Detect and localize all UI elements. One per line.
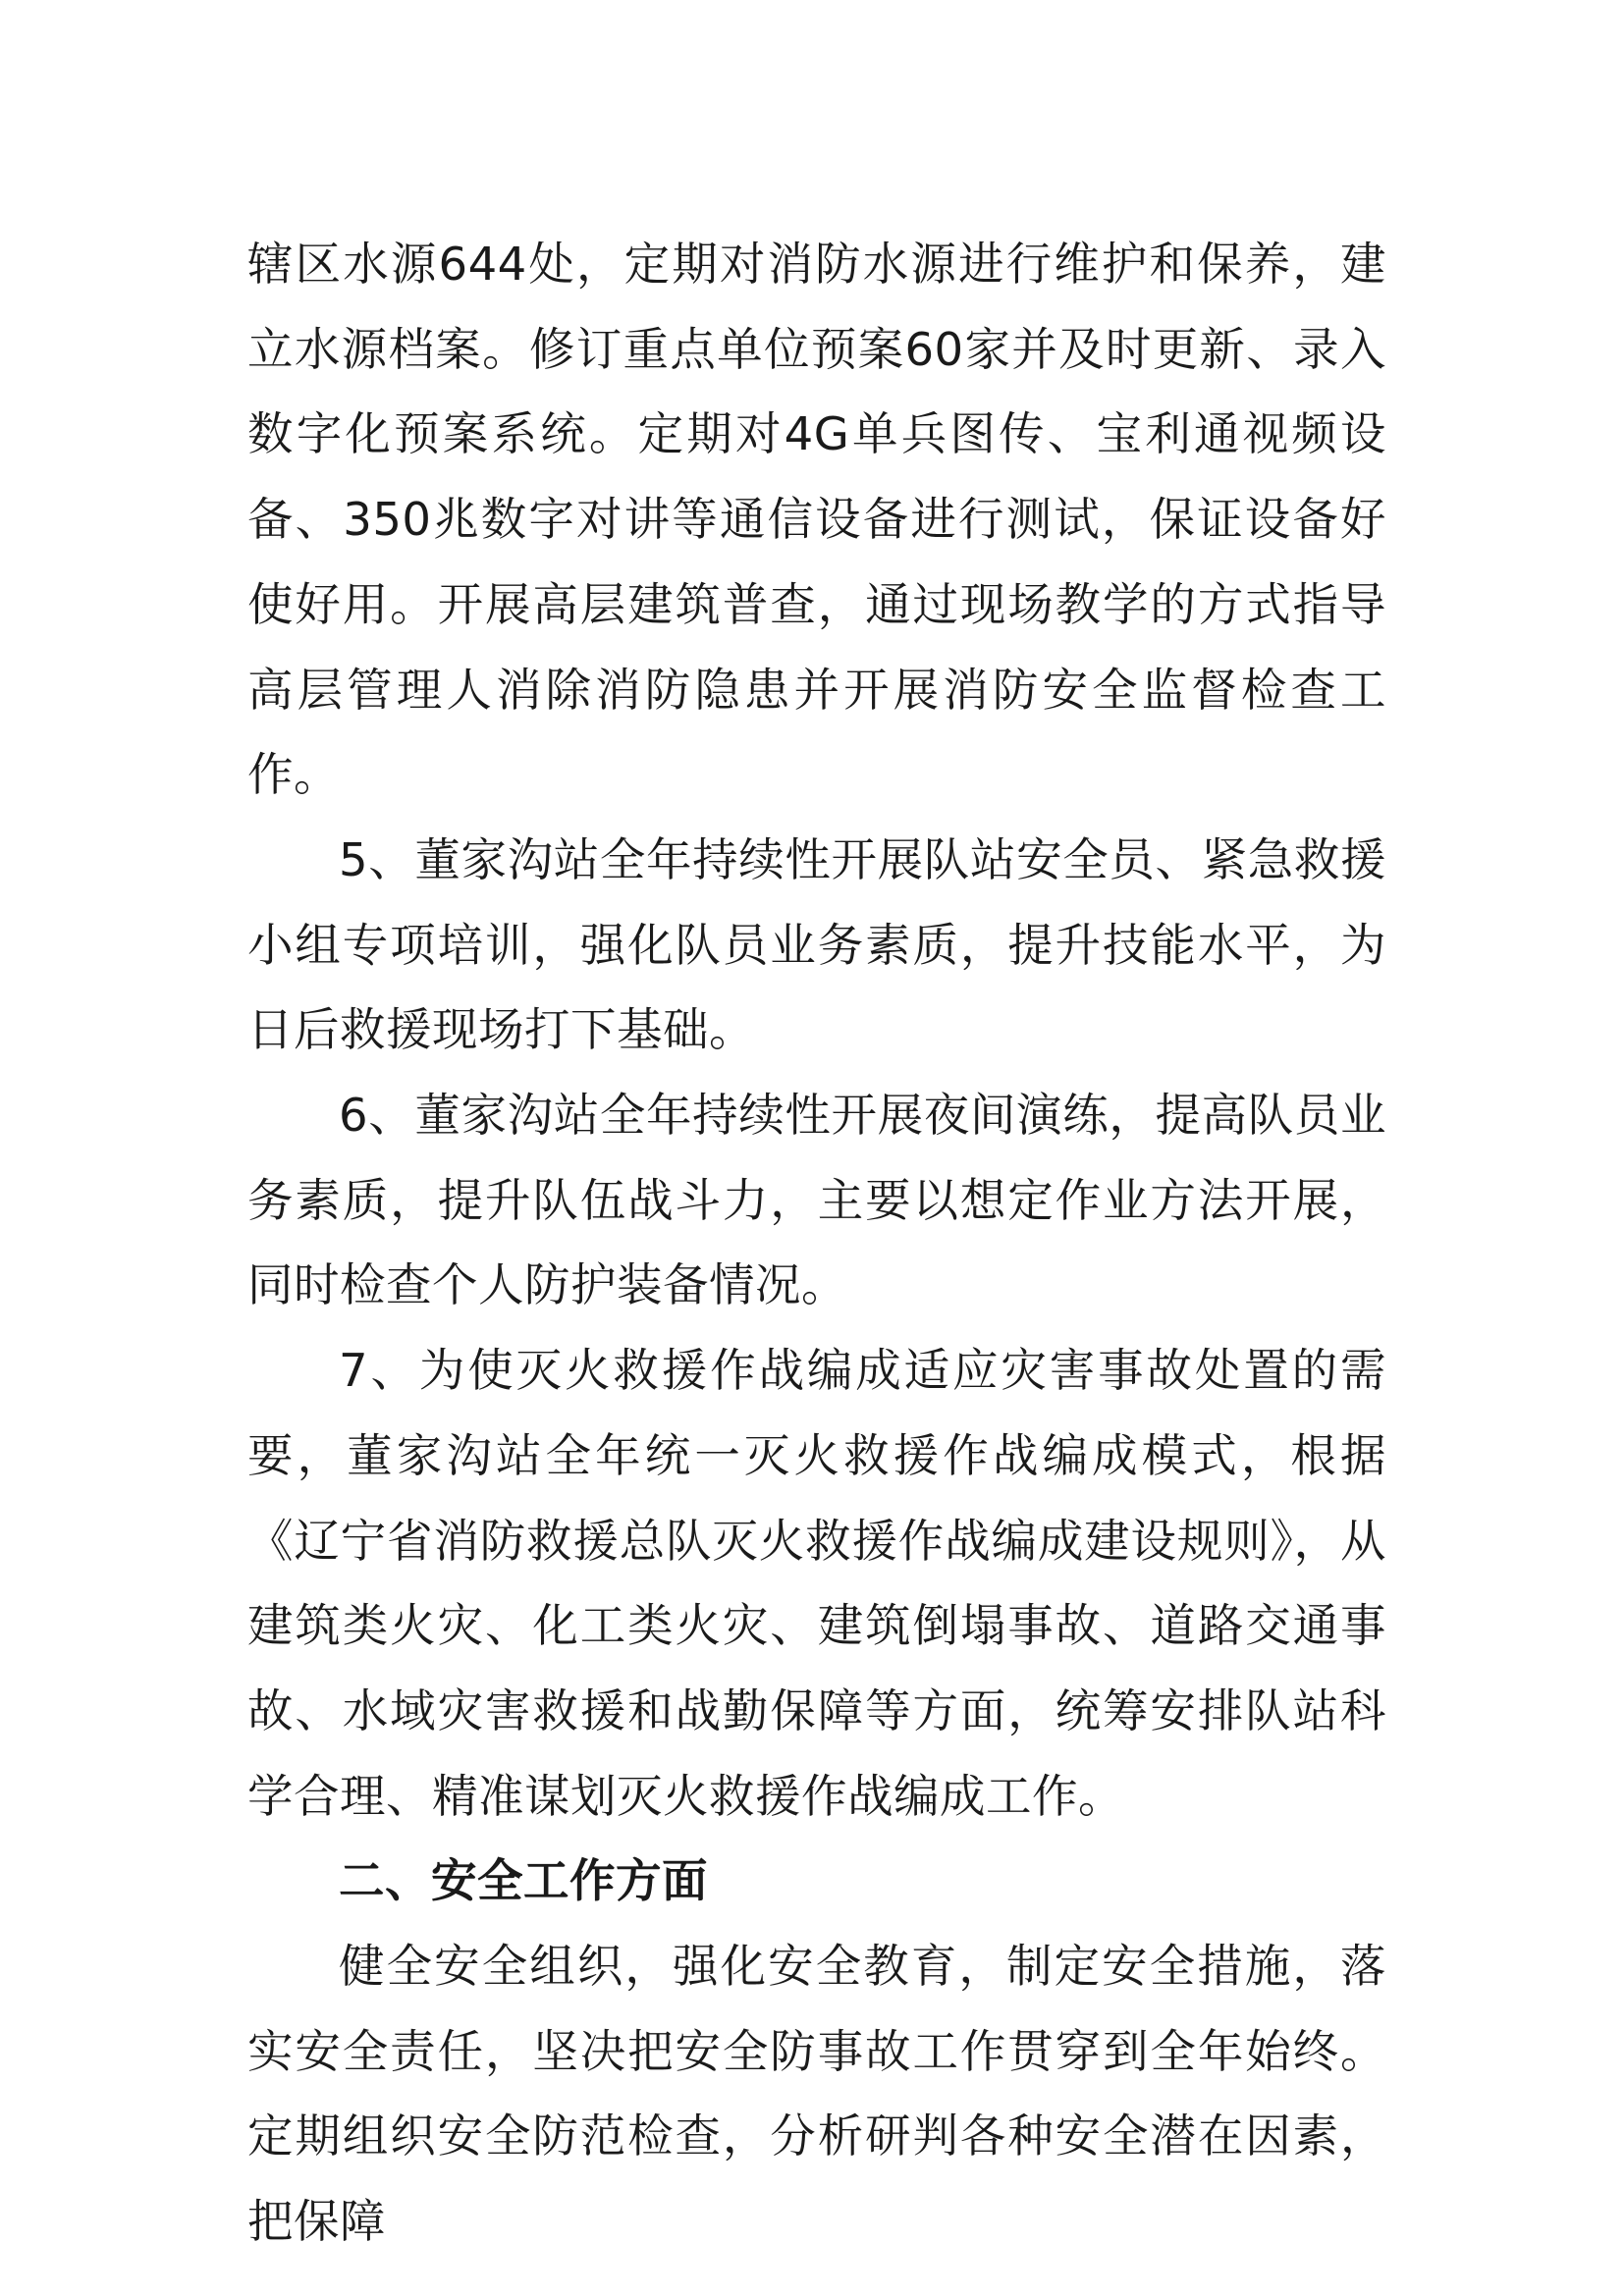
paragraph-water-sources: 辖区水源644处，定期对消防水源进行维护和保养，建立水源档案。修订重点单位预案60家并及时更新、录入数字化预案系统。定期对4G单兵图传、宝利通视频设备、350兆数字对讲等通信设备进行测试，保证设备好使好用。开展高层建筑普查，通过现场教学的方式指导高层管理人消除消防隐患并开展消防安全监督检查工作。 [247,238,1386,802]
paragraph-item-5: 5、董家沟站全年持续性开展队站安全员、紧急救援小组专项培训，强化队员业务素质，提升技能水平，为日后救援现场打下基础。 [247,832,1386,1057]
paragraph-safety: 健全安全组织，强化安全教育，制定安全措施，落实安全责任，坚决把安全防事故工作贯穿到全年始终。定期组织安全防范检查，分析研判各种安全潜在因素，把保障 [247,1940,1386,2249]
body-text [247,222,1386,2265]
paragraph-item-6: 6、董家沟站全年持续性开展夜间演练，提高队员业务素质，提升队伍战斗力，主要以想定作业方法开展，同时检查个人防护装备情况。 [247,1089,1386,1312]
section-heading-safety: 二、安全工作方面 [339,1854,708,1908]
paragraph-item-7: 7、为使灭火救援作战编成适应灾害事故处置的需要，董家沟站全年统一灭火救援作战编成模式，根据《辽宁省消防救援总队灭火救援作战编成建设规则》，从建筑类火灾、化工类火灾、建筑倒塌事故、道路交通事故、水域灾害救援和战勤保障等方面，统筹安排队站科学合理、精准谋划灭火救援作战编成工作。 [247,1344,1386,1823]
